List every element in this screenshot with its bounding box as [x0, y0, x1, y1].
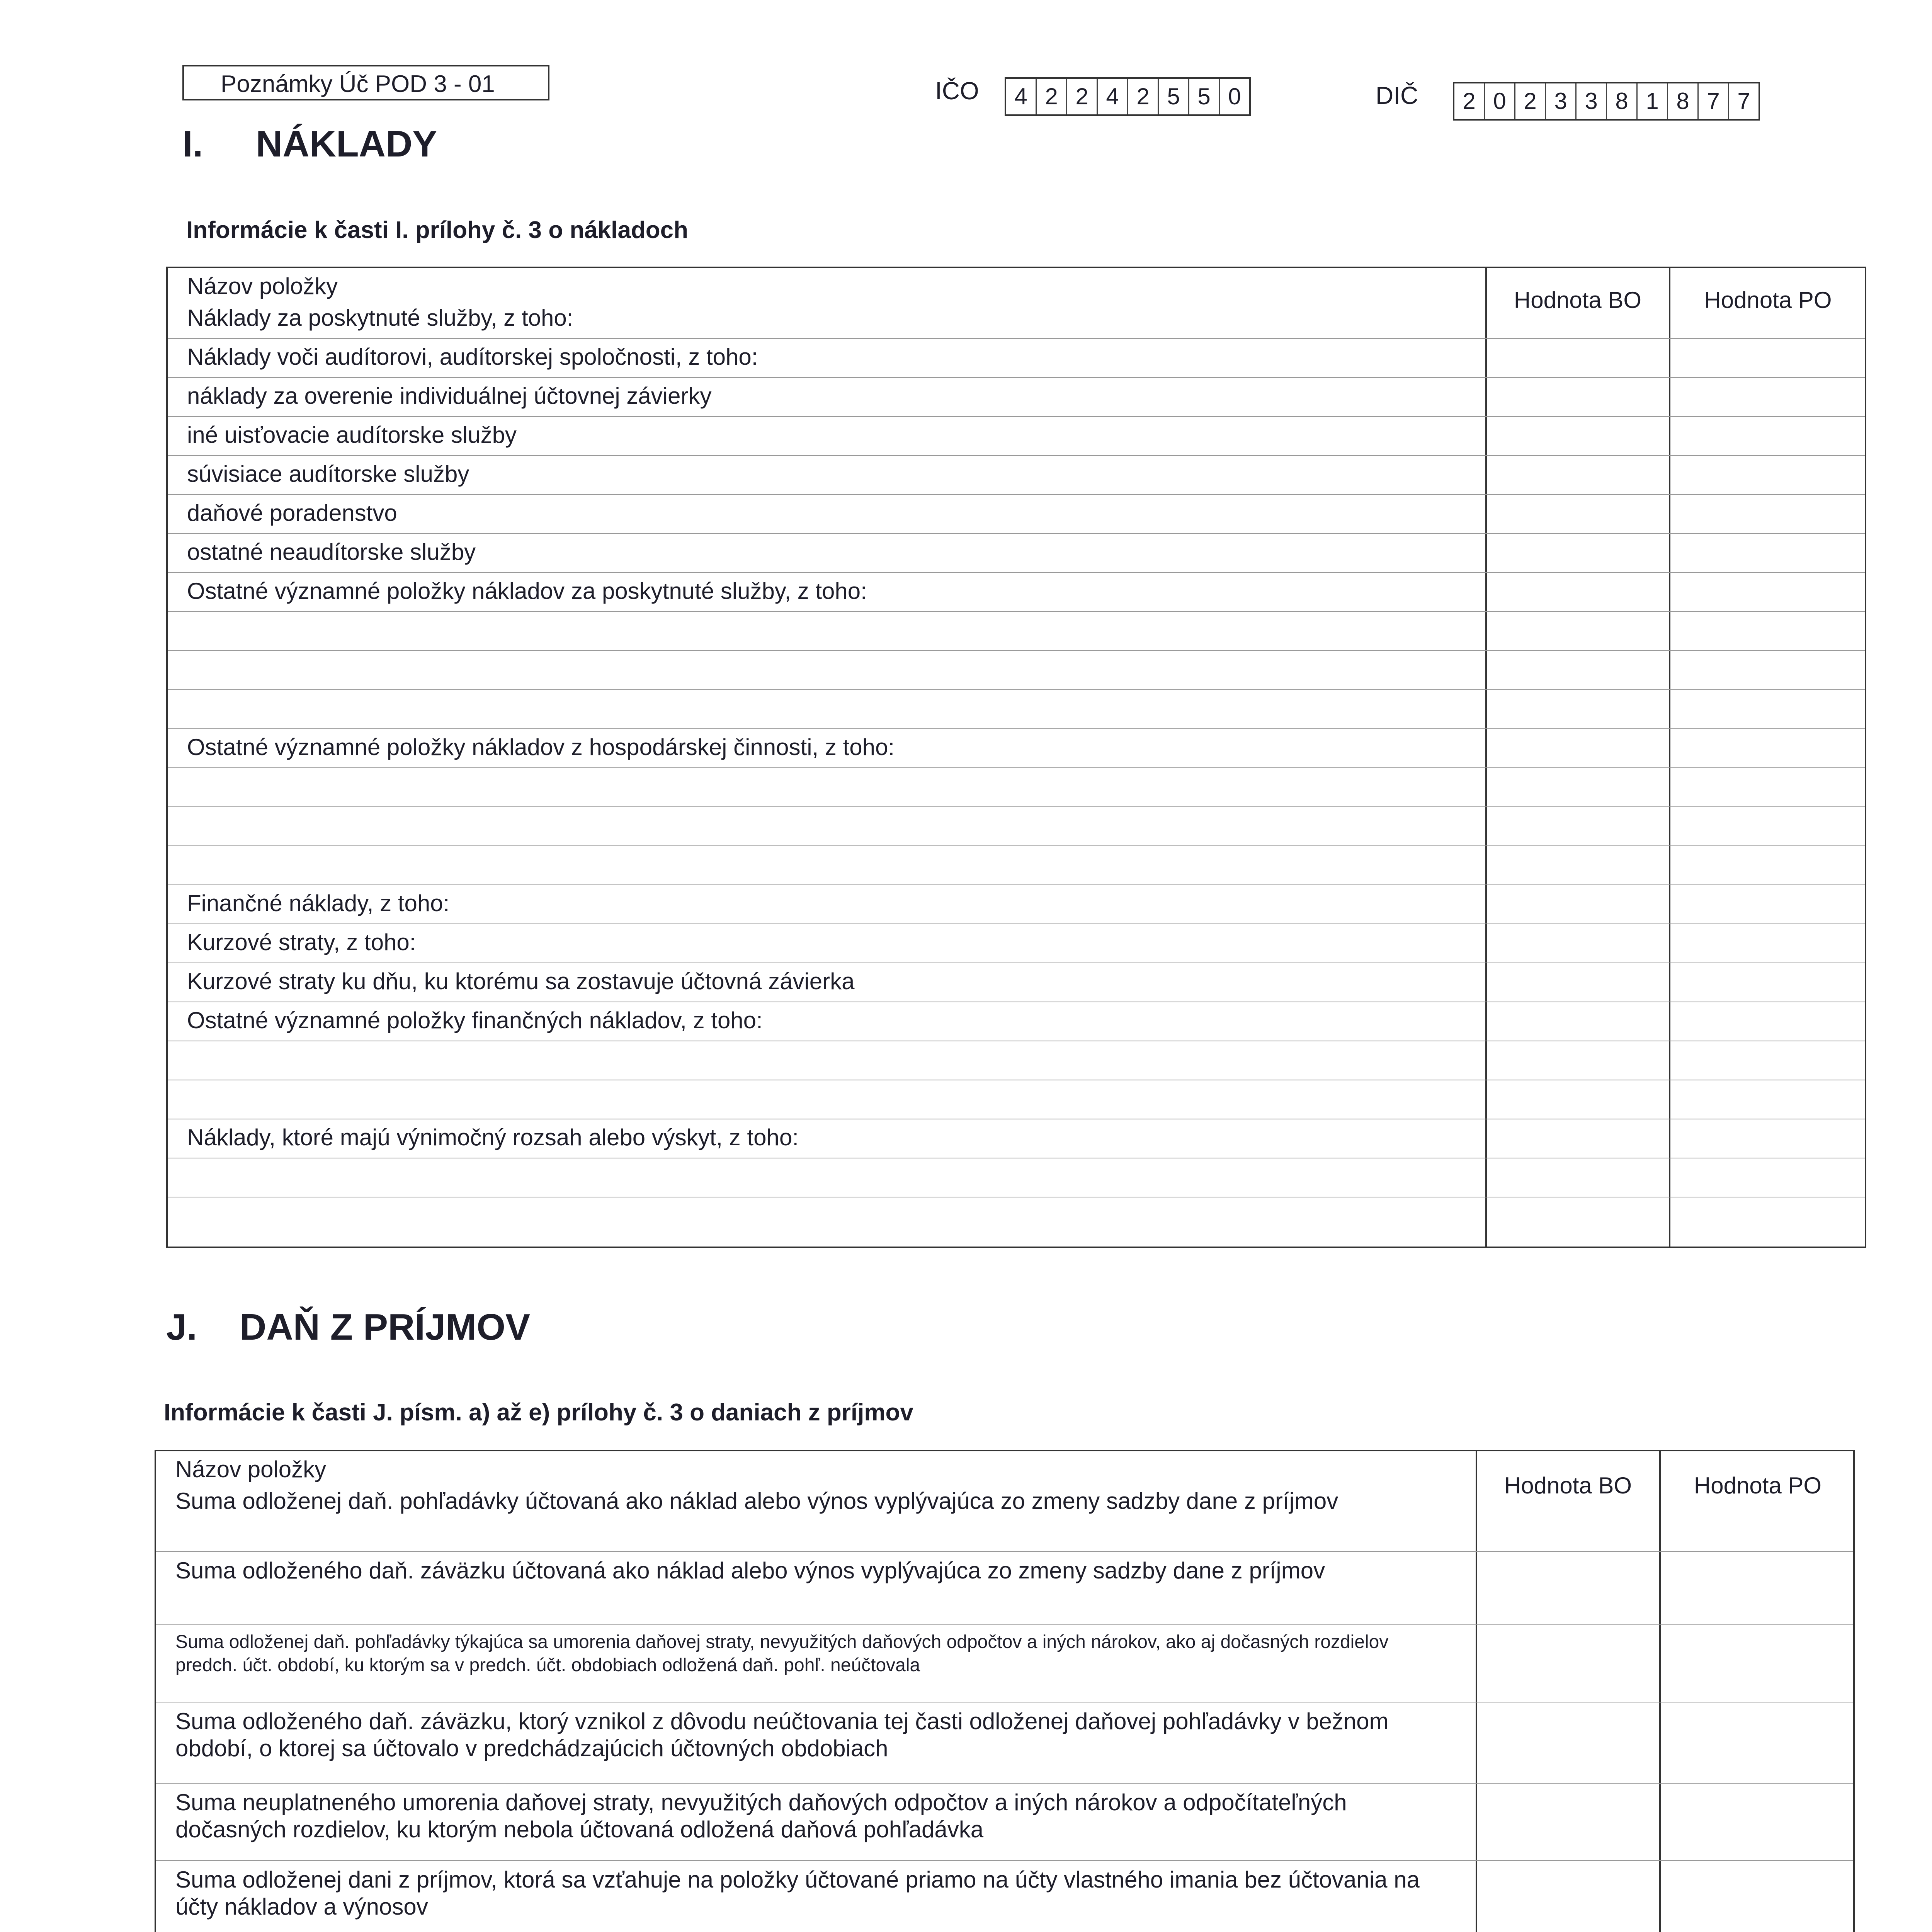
table-row	[168, 1158, 1865, 1197]
section-j-subheading-a: Informácie k časti J. písm. a) až e) prílohy č. 3 o daniach z príjmov	[164, 1399, 913, 1426]
col-header-po: Hodnota PO	[1694, 1473, 1822, 1498]
section-i-number: I.	[182, 123, 203, 165]
dic-digit: 7	[1699, 83, 1729, 119]
table-row	[156, 1552, 1853, 1625]
row-label: Kurzové straty ku dňu, ku ktorému sa zostavuje účtovná závierka	[187, 968, 855, 994]
table-row	[168, 807, 1865, 846]
dic-label: DIČ	[1376, 82, 1418, 109]
row-label: náklady za overenie individuálnej účtovnej závierky	[187, 383, 712, 409]
dic-digit: 3	[1577, 83, 1607, 119]
row-label: Ostatné významné položky finančných nákladov, z toho:	[187, 1007, 763, 1033]
table-row	[168, 846, 1865, 885]
row-label: Suma neuplatneného umorenia daňovej straty, nevyužitých daňových odpočtov a iných nárokov a odpočítateľných dočasných rozdielov, ku ktorým nebola účtovaná odložená daňová pohľadávka	[175, 1789, 1347, 1842]
section-i-subheading: Informácie k časti I. prílohy č. 3 o nákladoch	[186, 217, 688, 243]
ico-digit: 5	[1189, 79, 1220, 114]
table-row	[168, 456, 1865, 495]
row-label: Náklady, ktoré majú výnimočný rozsah alebo výskyt, z toho:	[187, 1124, 799, 1150]
table-row	[156, 1702, 1853, 1784]
ico-label: IČO	[935, 77, 979, 105]
form-code: Poznámky Úč POD 3 - 01	[182, 65, 549, 100]
col-header-name: Názov položky	[175, 1456, 327, 1482]
table-row	[168, 495, 1865, 534]
table-row	[168, 339, 1865, 378]
table-row	[168, 300, 1865, 339]
table-row	[168, 1119, 1865, 1158]
col-header-po: Hodnota PO	[1704, 287, 1832, 313]
ico-digit: 0	[1228, 83, 1241, 109]
section-j-heading	[166, 1306, 530, 1349]
ico-digit: 4	[1098, 79, 1128, 114]
dic-digits	[1453, 82, 1760, 121]
table-row	[168, 651, 1865, 690]
table-row	[168, 924, 1865, 963]
table-row	[168, 690, 1865, 729]
table-row	[156, 1482, 1853, 1552]
dic-digit: 2	[1454, 83, 1485, 119]
row-label: súvisiace audítorske služby	[187, 461, 469, 487]
dic-digit: 2	[1515, 83, 1546, 119]
row-label: Kurzové straty, z toho:	[187, 929, 416, 955]
dic-digit: 8	[1607, 83, 1638, 119]
table-row	[168, 768, 1865, 807]
dic-digit: 1	[1638, 83, 1668, 119]
ico-digits	[1005, 77, 1251, 116]
row-label: Suma odloženej daň. pohľadávky týkajúca sa umorenia daňovej straty, nevyužitých daňových odpočtov a iných nárokov, ako aj dočasných rozdielov predch. účt. období, ku ktorým sa v predch. účt. obdobiach odložená daň. pohľ. neúčtovala	[175, 1632, 1389, 1675]
table-row	[168, 729, 1865, 768]
section-j-number: J.	[166, 1306, 197, 1348]
tax-table-a	[155, 1450, 1855, 1932]
dic-digit: 3	[1546, 83, 1577, 119]
row-label: Suma odloženého daň. záväzku, ktorý vznikol z dôvodu neúčtovania tej časti odloženej daňovej pohľadávky v bežnom období, o ktorej sa účtovalo v predchádzajúcich účtovných obdobiach	[175, 1708, 1389, 1761]
table-row	[156, 1784, 1853, 1861]
dic-digit: 0	[1485, 83, 1515, 119]
row-label: Suma odloženej daň. pohľadávky účtovaná ako náklad alebo výnos vyplývajúca zo zmeny sadzby dane z príjmov	[175, 1488, 1338, 1514]
row-label: ostatné neaudítorske služby	[187, 539, 476, 565]
table-row	[156, 1861, 1853, 1932]
dic-digit: 8	[1668, 83, 1699, 119]
row-label: Suma odloženej dani z príjmov, ktorá sa vzťahuje na položky účtované priamo na účty vlastného imania bez účtovania na účty nákladov a výnosov	[175, 1867, 1420, 1920]
table-row	[168, 612, 1865, 651]
row-label: Suma odloženého daň. záväzku účtovaná ako náklad alebo výnos vyplývajúca zo zmeny sadzby dane z príjmov	[175, 1558, 1325, 1583]
ico-digit: 2	[1067, 79, 1098, 114]
row-label: Ostatné významné položky nákladov za poskytnuté služby, z toho:	[187, 578, 867, 604]
table-row	[168, 1197, 1865, 1236]
table-row	[168, 417, 1865, 456]
section-i-title: NÁKLADY	[256, 123, 437, 165]
col-header-name: Názov položky	[187, 273, 338, 299]
ico-digit: 2	[1037, 79, 1067, 114]
row-label: Ostatné významné položky nákladov z hospodárskej činnosti, z toho:	[187, 734, 895, 760]
ico-digit: 2	[1128, 79, 1159, 114]
table-row	[156, 1625, 1853, 1702]
row-label: Náklady za poskytnuté služby, z toho:	[187, 305, 573, 331]
table-row	[168, 1002, 1865, 1041]
table-row	[168, 1080, 1865, 1119]
table-row	[168, 534, 1865, 573]
row-label: daňové poradenstvo	[187, 500, 397, 526]
table-row	[168, 573, 1865, 612]
table-row	[168, 885, 1865, 924]
ico-digit: 4	[1006, 79, 1037, 114]
table-row	[168, 1041, 1865, 1080]
section-i-heading	[182, 123, 437, 165]
col-header-bo: Hodnota BO	[1504, 1473, 1632, 1498]
table-row	[168, 378, 1865, 417]
col-header-bo: Hodnota BO	[1514, 287, 1642, 313]
row-label: Finančné náklady, z toho:	[187, 890, 450, 916]
section-j-title: DAŇ Z PRÍJMOV	[240, 1306, 531, 1348]
row-label: Náklady voči audítorovi, audítorskej spoločnosti, z toho:	[187, 344, 758, 370]
ico-digit: 5	[1159, 79, 1189, 114]
table-row	[168, 963, 1865, 1002]
dic-digit: 7	[1737, 88, 1750, 114]
costs-table	[166, 267, 1866, 1248]
row-label: iné uisťovacie audítorske služby	[187, 422, 517, 448]
